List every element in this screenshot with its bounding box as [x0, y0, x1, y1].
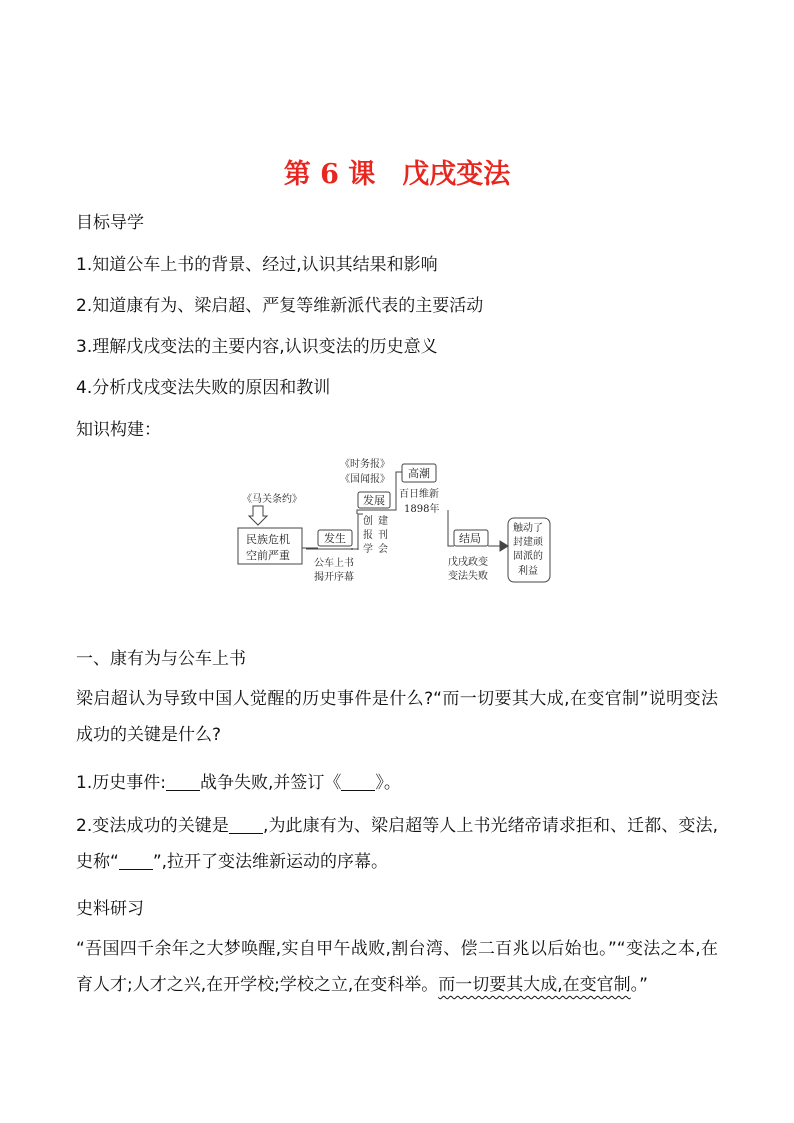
diagram-papers-line2: 《国闻报》 [340, 474, 390, 485]
goals-heading: 目标导学 [76, 213, 144, 233]
question-2 [76, 808, 718, 880]
section1-heading: 一、康有为与公车上书 [76, 649, 246, 669]
q1-blank-treaty[interactable] [341, 772, 375, 791]
diagram-create-col2: 建 [378, 516, 388, 527]
q2-mid: ,为此康有为、梁启超等人上书光绪帝请求拒和、迁都、变法,史称“ [76, 816, 718, 872]
goal-item-3: 3.理解戊戌变法的主要内容,认识变法的历史意义 [76, 337, 438, 357]
diagram-coup-line1: 戊戌政变 [448, 557, 488, 568]
diagram-develop: 发展 [363, 494, 385, 507]
research-heading: 史料研习 [76, 899, 144, 919]
diagram-treaty: 《马关条约》 [242, 494, 302, 505]
diagram-crisis-line1: 民族危机 [246, 533, 290, 546]
goal-item-2: 2.知道康有为、梁启超、严复等维新派代表的主要活动 [76, 296, 484, 316]
goal-item-1: 1.知道公车上书的背景、经过,认识其结果和影响 [76, 255, 438, 275]
diagram-impact-line2: 封建顽 [513, 537, 543, 548]
diagram-hundred-days-line1: 百日维新 [399, 489, 439, 500]
knowledge-diagram [236, 450, 566, 590]
diagram-impact-line4: 利益 [518, 566, 538, 577]
q2-suffix: ”,拉开了变法维新运动的序幕。 [152, 852, 389, 872]
diagram-hundred-days-line2: 1898年 [404, 504, 440, 515]
diagram-create-col3: 报 [363, 530, 373, 541]
diagram-create-col5: 学 [363, 544, 373, 555]
goal-item-4: 4.分析戊戌变法失败的原因和教训 [76, 378, 331, 398]
diagram-occur: 发生 [324, 532, 346, 545]
diagram-papers-line1: 《时务报》 [340, 459, 390, 470]
diagram-create-col4: 刊 [378, 530, 388, 541]
q1-prefix: 1.历史事件: [76, 773, 166, 793]
knowledge-heading: 知识构建： [76, 420, 161, 440]
quote-main: “吾国四千余年之大梦唤醒,实自甲午战败,割台湾、偿二百兆以后始也。”“变法之本,在育人才;人才之兴,在开学校;学校之立,在变科举。 [76, 939, 718, 995]
q2-prefix: 2.变法成功的关键是 [76, 816, 229, 836]
diagram-coup-line2: 变法失败 [448, 571, 488, 582]
q1-suffix: 》。 [375, 773, 401, 793]
diagram-impact-line3: 固派的 [513, 551, 543, 562]
diagram-crisis-line2: 空前严重 [246, 549, 290, 562]
quote-end: 。” [630, 975, 648, 995]
research-quote [76, 931, 718, 1003]
diagram-petition-line2: 揭开序幕 [314, 572, 354, 583]
question-1 [76, 772, 401, 794]
q1-mid: 战争失败,并签订《 [199, 773, 342, 793]
page-title: 第 6 课 戊戌变法 [283, 159, 511, 190]
quote-wavy-underline: 而一切要其大成,在变官制 [438, 975, 631, 995]
diagram-petition-line1: 公车上书 [314, 558, 354, 569]
q2-blank-name[interactable] [119, 851, 153, 870]
diagram-climax: 高潮 [408, 467, 430, 480]
diagram-outcome: 结局 [459, 532, 481, 545]
diagram-create-col6: 会 [378, 544, 388, 555]
diagram-create-col1: 创 [363, 516, 373, 527]
section1-question: 梁启超认为导致中国人觉醒的历史事件是什么?“而一切要其大成,在变官制”说明变法成功的关键是什么? [76, 689, 718, 745]
q2-blank-key[interactable] [229, 815, 263, 834]
q1-blank-war[interactable] [166, 772, 200, 791]
diagram-impact-line1: 触动了 [513, 523, 543, 534]
